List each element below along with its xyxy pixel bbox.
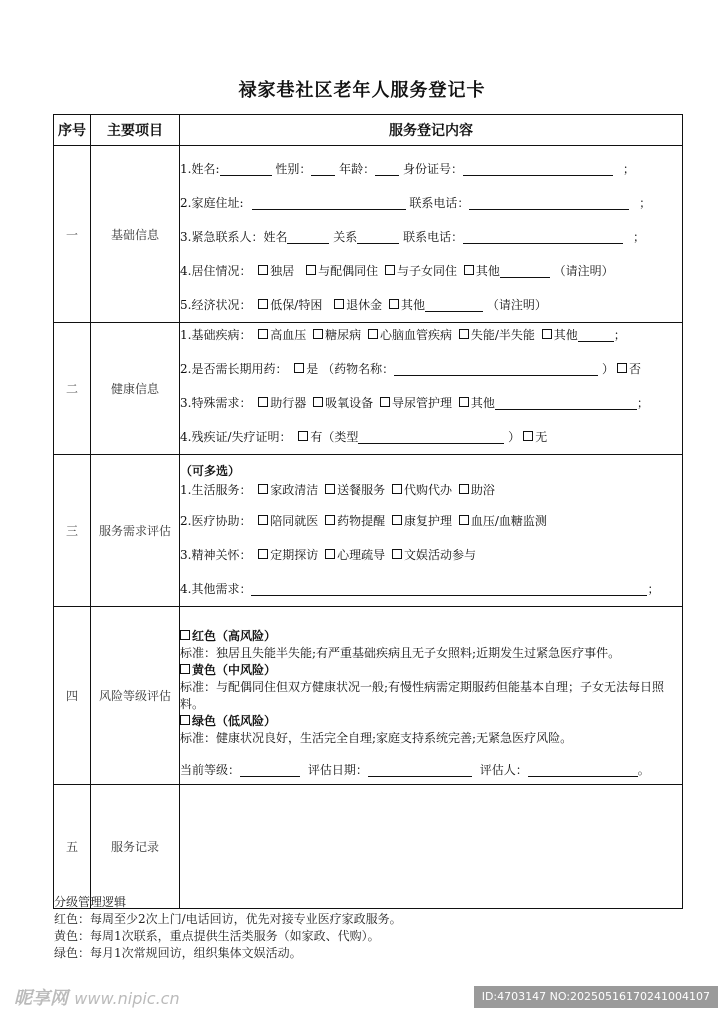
- section-service-record: [54, 785, 683, 909]
- checkbox-recreation[interactable]: [392, 549, 402, 559]
- phone-field[interactable]: [469, 196, 629, 210]
- section-number: 二: [54, 323, 91, 455]
- risk-red-standard: 标准：独居且失能半失能;有严重基础疾病且无子女照料;近期发生过紧急医疗事件。: [180, 646, 621, 660]
- checkbox-counseling[interactable]: [325, 549, 335, 559]
- checkbox-cardio[interactable]: [368, 329, 378, 339]
- checkbox-live-spouse[interactable]: [306, 265, 316, 275]
- section-health-info: [54, 323, 683, 455]
- checkbox-risk-red[interactable]: [180, 630, 190, 640]
- econ-other-field[interactable]: [425, 298, 483, 312]
- checkbox-risk-yellow[interactable]: [180, 664, 190, 674]
- section-content: 1.基础疾病： 高血压 糖尿病 心脑血管疾病 失能/半失能 其他 ； 2.是否需长期用药： 是 （药物名称： ） 否 3.特殊需求： 助行器 吸氧设备 导尿管护理 其他 ； 4.残疾证/失疗证明： 有（类型 ） 无: [180, 323, 683, 455]
- checkbox-monitoring[interactable]: [459, 515, 469, 525]
- assessor-field[interactable]: [528, 763, 638, 777]
- section-category: 服务记录: [91, 785, 180, 909]
- risk-yellow-standard: 标准：与配偶同住但双方健康状况一般;有慢性病需定期服药但能基本自理；子女无法每日照料。: [180, 680, 665, 711]
- checkbox-oxygen[interactable]: [313, 397, 323, 407]
- section-number: 四: [54, 607, 91, 785]
- header-seq: 序号: [54, 115, 91, 146]
- disability-type-field[interactable]: [358, 430, 504, 444]
- footer-red: 红色：每周至少2次上门/电话回访，优先对接专业医疗家政服务。: [54, 912, 402, 926]
- section-category: 风险等级评估: [91, 607, 180, 785]
- checkbox-econ-low[interactable]: [258, 299, 268, 309]
- header-content: 服务登记内容: [180, 115, 683, 146]
- risk-red-label: 红色（高风险）: [192, 629, 277, 643]
- risk-green-standard: 标准：健康状况良好，生活完全自理;家庭支持系统完善;无紧急医疗风险。: [180, 731, 573, 745]
- footer-yellow: 黄色：每周1次联系，重点提供生活类服务（如家政、代购）。: [54, 929, 380, 943]
- checkbox-live-alone[interactable]: [258, 265, 268, 275]
- checkbox-special-other[interactable]: [459, 397, 469, 407]
- section-content: 红色（高风险） 标准：独居且失能半失能;有严重基础疾病且无子女照料;近期发生过紧急医疗事件。 黄色（中风险） 标准：与配偶同住但双方健康状况一般;有慢性病需定期服药但能基本自理；子女无法每日照料。 绿色（低风险） 标准：健康状况良好，生活完全自理;家庭支持系统完善;无紧急医疗风险。 当前等级： 评估日期： 评估人： 。: [180, 607, 683, 785]
- checkbox-walker[interactable]: [258, 397, 268, 407]
- checkbox-disease-other[interactable]: [542, 329, 552, 339]
- living-other-field[interactable]: [500, 264, 550, 278]
- section-category: 健康信息: [91, 323, 180, 455]
- section-basic-info: [54, 146, 683, 323]
- risk-green-label: 绿色（低风险）: [192, 714, 277, 728]
- checkbox-disabled[interactable]: [459, 329, 469, 339]
- checkbox-errands[interactable]: [392, 484, 402, 494]
- checkbox-visits[interactable]: [258, 549, 268, 559]
- header-item: 主要项目: [91, 115, 180, 146]
- checkbox-econ-pension[interactable]: [334, 299, 344, 309]
- registration-table: [53, 114, 683, 909]
- checkbox-accompany[interactable]: [258, 515, 268, 525]
- section-content: 1.姓名: 性别： 年龄： 身份证号： ； 2.家庭住址: 联系电话： ； 3.紧急联系人：姓名 关系 联系电话： ； 4.居住情况： 独居 与配偶同住 与子女同住 其他 （请注明） 5.经济状况： 低保/特困 退休金 其他 （请注明）: [180, 146, 683, 323]
- management-logic: [54, 894, 402, 962]
- footer-green: 绿色：每月1次常规回访，组织集体文娱活动。: [54, 946, 302, 960]
- footer-title: 分级管理逻辑: [54, 895, 127, 909]
- section-number: 一: [54, 146, 91, 323]
- watermark-id: ID:4703147 NO:20250516170241004107: [474, 986, 718, 1008]
- address-field[interactable]: [252, 196, 406, 210]
- checkbox-diabetes[interactable]: [313, 329, 323, 339]
- section-number: 三: [54, 455, 91, 607]
- risk-yellow-label: 黄色（中风险）: [192, 663, 277, 677]
- checkbox-med-no[interactable]: [617, 363, 627, 373]
- gender-field[interactable]: [311, 162, 335, 176]
- checkbox-med-reminder[interactable]: [325, 515, 335, 525]
- checkbox-econ-other[interactable]: [389, 299, 399, 309]
- checkbox-cleaning[interactable]: [258, 484, 268, 494]
- id-number-field[interactable]: [463, 162, 613, 176]
- assessment-date-field[interactable]: [368, 763, 472, 777]
- checkbox-disability-yes[interactable]: [298, 431, 308, 441]
- other-needs-field[interactable]: [251, 582, 647, 596]
- section-needs-assessment: [54, 455, 683, 607]
- checkbox-bathing[interactable]: [459, 484, 469, 494]
- service-record-area[interactable]: [180, 785, 683, 909]
- checkbox-rehab[interactable]: [392, 515, 402, 525]
- disease-other-field[interactable]: [578, 328, 614, 342]
- relation-field[interactable]: [357, 230, 399, 244]
- checkbox-live-other[interactable]: [464, 265, 474, 275]
- section-risk-assessment: [54, 607, 683, 785]
- age-field[interactable]: [375, 162, 399, 176]
- checkbox-disability-no[interactable]: [523, 431, 533, 441]
- checkbox-risk-green[interactable]: [180, 715, 190, 725]
- section-content: （可多选） 1.生活服务： 家政清洁 送餐服务 代购代办 助浴 2.医疗协助： 陪同就医 药物提醒 康复护理 血压/血糖监测 3.精神关怀： 定期探访 心理疏导 文娱活动参与 4.其他需求： ；: [180, 455, 683, 607]
- name-field[interactable]: [220, 162, 272, 176]
- card-title: 禄家巷社区老年人服务登记卡: [238, 80, 486, 101]
- medicine-name-field[interactable]: [394, 362, 598, 376]
- section-number: 五: [54, 785, 91, 909]
- section-category: 服务需求评估: [91, 455, 180, 607]
- checkbox-catheter[interactable]: [380, 397, 390, 407]
- current-level-field[interactable]: [240, 763, 300, 777]
- checkbox-hypertension[interactable]: [258, 329, 268, 339]
- special-other-field[interactable]: [495, 396, 637, 410]
- section-category: 基础信息: [91, 146, 180, 323]
- watermark-logo: 昵享网 www.nipic.cn: [14, 988, 180, 1009]
- contact-name-field[interactable]: [287, 230, 329, 244]
- checkbox-live-child[interactable]: [385, 265, 395, 275]
- checkbox-meals[interactable]: [325, 484, 335, 494]
- header-row: [54, 115, 683, 146]
- contact-phone-field[interactable]: [463, 230, 623, 244]
- checkbox-med-yes[interactable]: [294, 363, 304, 373]
